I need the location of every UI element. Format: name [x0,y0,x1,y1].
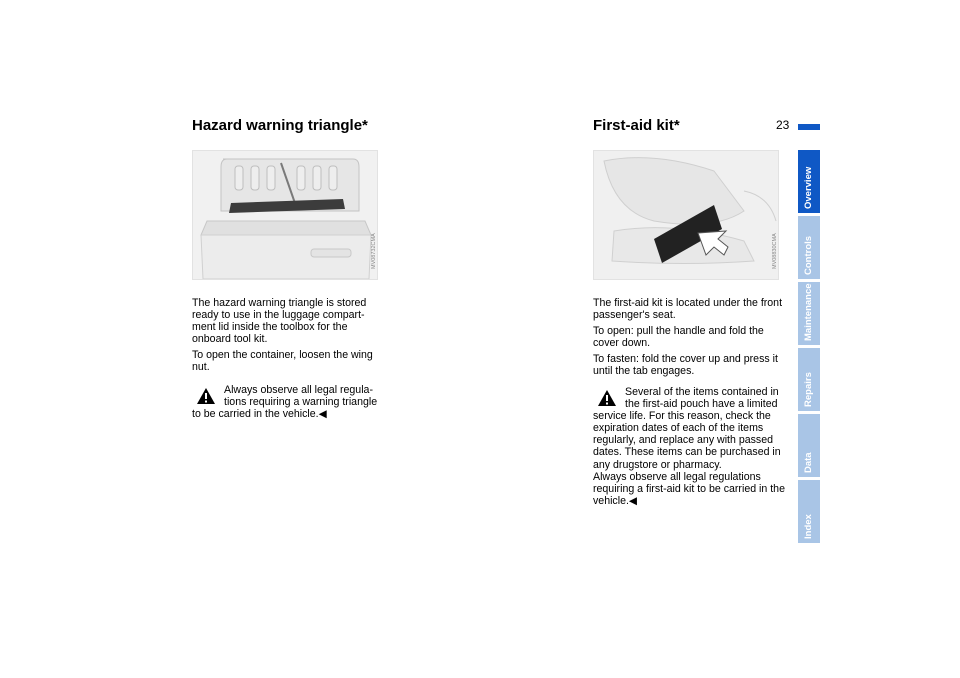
paragraph: The first-aid kit is located under the front passenger's seat. [593,297,783,322]
tab-index[interactable] [798,480,820,543]
tab-label: Repairs [803,372,814,407]
tab-overview[interactable] [798,150,820,213]
seat-drawing [594,151,779,280]
first-aid-warning-note [593,386,785,507]
tab-label: Maintenance [803,283,814,341]
hazard-triangle-body [192,297,384,378]
hazard-warning-note [192,384,384,420]
toolbox-illustration [192,150,378,280]
figure-code: MV08732CMA [371,233,377,269]
tab-data[interactable] [798,414,820,477]
paragraph: To fasten: fold the cover up and press it until the tab engages. [593,353,778,378]
warning-text: Always observe all legal regula-tions requiring a warning triangle to be carried in the vehicle.◀ [192,384,378,421]
paragraph: To open: pull the handle and fold the cover down. [593,325,764,350]
figure-code: MV08830CMA [772,233,778,269]
toolbox-drawing [193,151,378,280]
first-aid-illustration [593,150,779,280]
tab-label: Overview [803,166,814,209]
warning-text-extra: Always observe all legal regulations requiring a first-aid kit to be carried in the vehicle.◀ [593,470,785,507]
tab-label: Index [803,514,814,539]
tab-repairs[interactable] [798,348,820,411]
first-aid-body [593,297,785,382]
side-tab-strip [798,150,820,546]
tab-label: Data [803,452,814,473]
warning-icon [196,387,216,405]
paragraph: The hazard warning triangle is stored ready to use in the luggage compart-ment lid inside the toolbox for the onboard tool kit. [192,297,367,346]
tab-label: Controls [803,235,814,275]
warning-text: Several of the items contained in the first-aid pouch have a limited service life. For this reason, check the expiration dates of each of the items regularly, and replace any with passed dates. These items can be purchased in any drugstore or pharmacy. [593,386,781,471]
hazard-triangle-title: Hazard warning triangle* [192,117,368,134]
page-number: 23 [776,118,790,132]
tab-marker [798,124,820,130]
paragraph: To open the container, loosen the wing nut. [192,349,373,374]
tab-maintenance[interactable] [798,282,820,345]
first-aid-title: First-aid kit* [593,117,680,134]
warning-icon [597,389,617,407]
tab-controls[interactable] [798,216,820,279]
